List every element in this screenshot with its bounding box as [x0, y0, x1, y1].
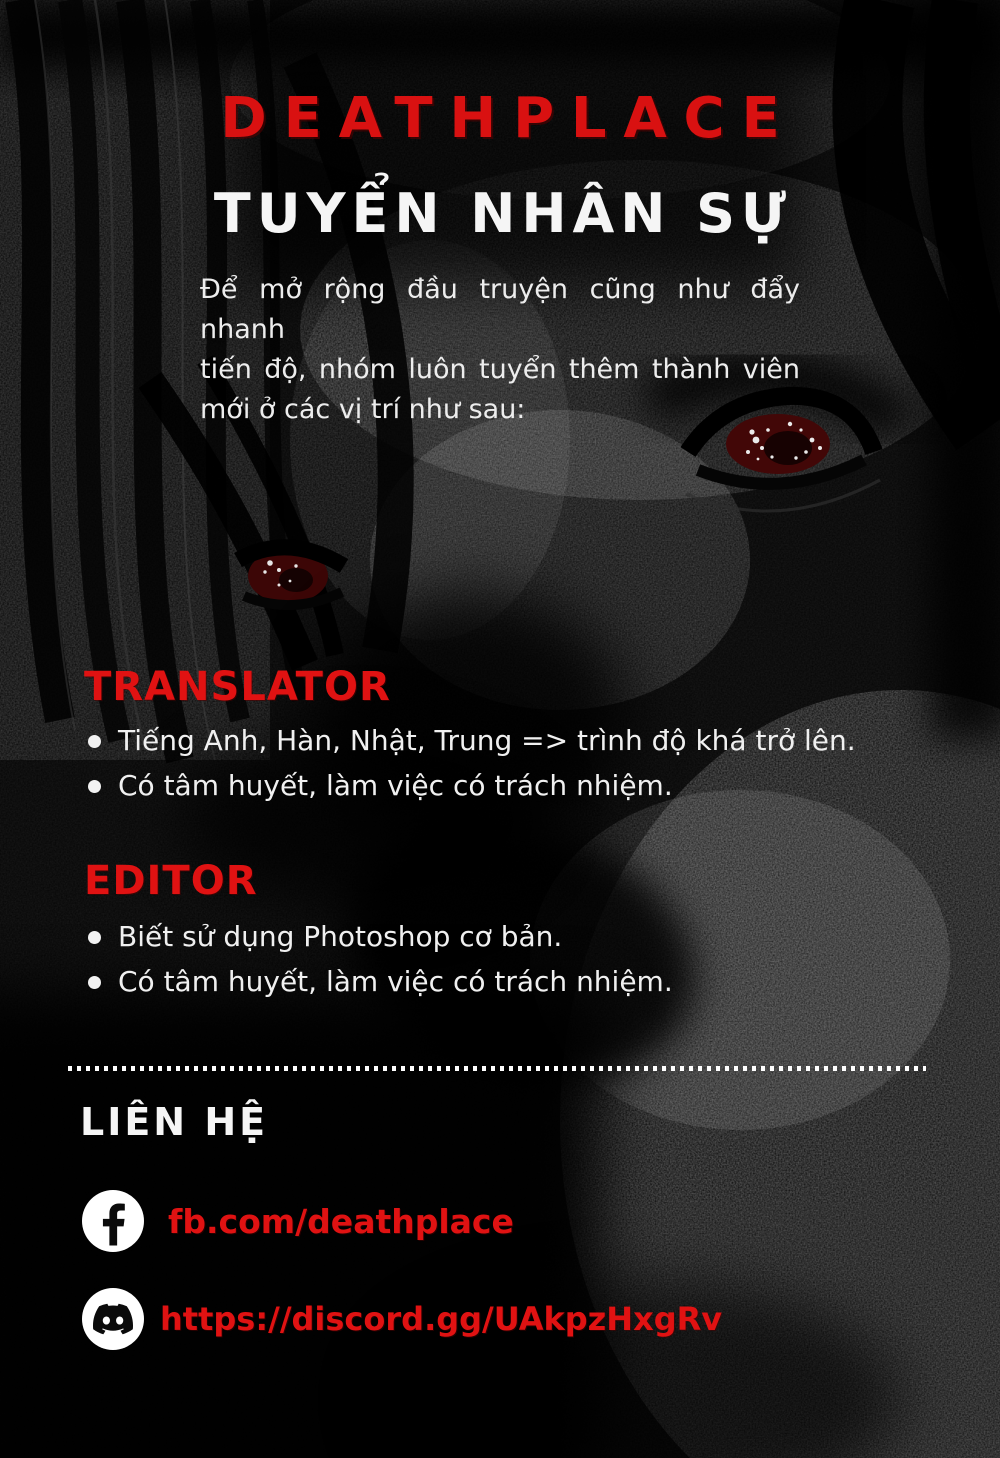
requirement-text: Có tâm huyết, làm việc có trách nhiệm. — [118, 769, 673, 802]
bullet-dot-icon — [88, 976, 101, 989]
list-item — [88, 963, 928, 1001]
intro-line-1: Để mở rộng đầu truyện cũng như đẩy nhanh — [200, 274, 800, 345]
dotted-divider — [68, 1066, 926, 1071]
list-item — [88, 722, 928, 760]
contact-section-heading: LIÊN HỆ — [80, 1100, 269, 1144]
requirement-text: Biết sử dụng Photoshop cơ bản. — [118, 920, 563, 953]
intro-line-2: tiến độ, nhóm luôn tuyển thêm thành viên — [200, 354, 800, 385]
requirement-text: Có tâm huyết, làm việc có trách nhiệm. — [118, 965, 673, 998]
group-logo-title: DEATHPLACE — [220, 86, 797, 151]
facebook-icon[interactable] — [82, 1190, 144, 1252]
list-item — [88, 767, 928, 805]
facebook-contact-link[interactable] — [82, 1190, 514, 1252]
intro-paragraph — [200, 270, 800, 430]
list-item — [88, 918, 928, 956]
discord-url-text[interactable]: https://discord.gg/UAkpzHxgRv — [160, 1300, 723, 1338]
requirement-text: Tiếng Anh, Hàn, Nhật, Trung => trình độ khá trở lên. — [118, 724, 856, 757]
facebook-url-text[interactable]: fb.com/deathplace — [168, 1201, 514, 1241]
discord-icon[interactable] — [82, 1288, 144, 1350]
bullet-dot-icon — [88, 735, 101, 748]
discord-contact-link[interactable] — [82, 1288, 722, 1350]
editor-requirements-list — [88, 918, 928, 1008]
translator-section-heading: TRANSLATOR — [84, 664, 391, 710]
editor-section-heading: EDITOR — [84, 858, 258, 904]
translator-requirements-list — [88, 722, 928, 812]
bullet-dot-icon — [88, 780, 101, 793]
intro-line-3: mới ở các vị trí như sau: — [200, 394, 526, 425]
recruitment-subtitle: TUYỂN NHÂN SỰ — [213, 182, 792, 245]
bullet-dot-icon — [88, 931, 101, 944]
